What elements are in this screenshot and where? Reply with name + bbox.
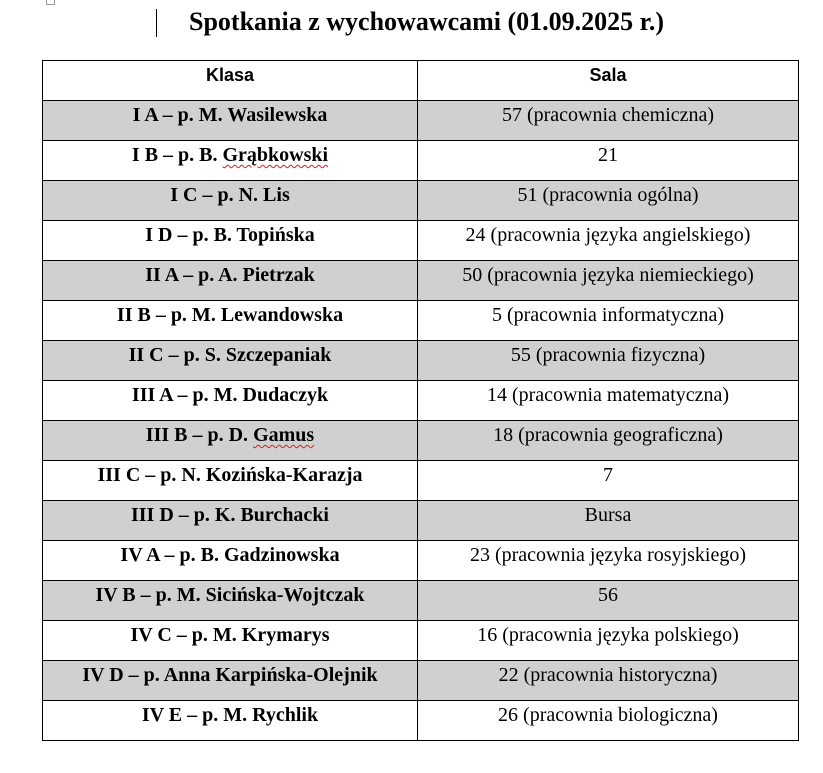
table-row xyxy=(43,381,799,421)
cell-klasa[interactable] xyxy=(43,421,418,461)
cell-sala[interactable]: 21 xyxy=(418,141,799,181)
table-row xyxy=(43,461,799,501)
table-row xyxy=(43,301,799,341)
header-sala[interactable]: Sala xyxy=(418,61,799,101)
cell-sala[interactable]: 18 (pracownia geograficzna) xyxy=(418,421,799,461)
meetings-table xyxy=(42,60,799,741)
document-title[interactable]: Spotkania z wychowawcami (01.09.2025 r.) xyxy=(189,7,664,36)
cell-klasa[interactable]: II C – p. S. Szczepaniak xyxy=(43,341,418,381)
table-row xyxy=(43,501,799,541)
cell-sala[interactable]: 24 (pracownia języka angielskiego) xyxy=(418,221,799,261)
cell-klasa[interactable]: I D – p. B. Topińska xyxy=(43,221,418,261)
cell-sala[interactable]: 22 (pracownia historyczna) xyxy=(418,661,799,701)
cell-klasa-text: III B – p. D. xyxy=(145,424,254,446)
cell-klasa[interactable]: III A – p. M. Dudaczyk xyxy=(43,381,418,421)
cell-klasa[interactable]: I C – p. N. Lis xyxy=(43,181,418,221)
cell-klasa[interactable]: IV A – p. B. Gadzinowska xyxy=(43,541,418,581)
cell-sala[interactable]: 56 xyxy=(418,581,799,621)
cell-sala[interactable]: 7 xyxy=(418,461,799,501)
cell-sala[interactable]: 14 (pracownia matematyczna) xyxy=(418,381,799,421)
table-row xyxy=(43,541,799,581)
cell-klasa[interactable] xyxy=(43,141,418,181)
cell-klasa[interactable]: IV E – p. M. Rychlik xyxy=(43,701,418,741)
table-row xyxy=(43,661,799,701)
table-row xyxy=(43,181,799,221)
table-row xyxy=(43,421,799,461)
cell-klasa-text: I B – p. B. xyxy=(131,144,223,166)
table-row xyxy=(43,101,799,141)
cell-klasa[interactable]: III D – p. K. Burchacki xyxy=(43,501,418,541)
table-row xyxy=(43,221,799,261)
table-row xyxy=(43,261,799,301)
cell-sala[interactable]: 51 (pracownia ogólna) xyxy=(418,181,799,221)
cell-sala[interactable]: 50 (pracownia języka niemieckiego) xyxy=(418,261,799,301)
table-row xyxy=(43,581,799,621)
cell-klasa[interactable]: I A – p. M. Wasilewska xyxy=(43,101,418,141)
table-row xyxy=(43,701,799,741)
cell-sala[interactable]: 26 (pracownia biologiczna) xyxy=(418,701,799,741)
header-klasa[interactable]: Klasa xyxy=(43,61,418,101)
cell-klasa[interactable]: IV B – p. M. Sicińska-Wojtczak xyxy=(43,581,418,621)
spellcheck-flagged-word[interactable]: Gamus xyxy=(253,424,315,446)
cell-klasa[interactable]: II A – p. A. Pietrzak xyxy=(43,261,418,301)
table-header-row xyxy=(43,61,799,101)
table-row xyxy=(43,341,799,381)
cell-sala[interactable]: 16 (pracownia języka polskiego) xyxy=(418,621,799,661)
table-row xyxy=(43,621,799,661)
cell-klasa[interactable]: III C – p. N. Kozińska-Karazja xyxy=(43,461,418,501)
cell-sala[interactable]: 23 (pracownia języka rosyjskiego) xyxy=(418,541,799,581)
table-row xyxy=(43,141,799,181)
cell-sala[interactable]: 55 (pracownia fizyczna) xyxy=(418,341,799,381)
cell-klasa[interactable]: II B – p. M. Lewandowska xyxy=(43,301,418,341)
cell-sala[interactable]: Bursa xyxy=(418,501,799,541)
cell-sala[interactable]: 5 (pracownia informatyczna) xyxy=(418,301,799,341)
cell-klasa[interactable]: IV C – p. M. Krymarys xyxy=(43,621,418,661)
cell-klasa[interactable]: IV D – p. Anna Karpińska-Olejnik xyxy=(43,661,418,701)
spellcheck-flagged-word[interactable]: Grąbkowski xyxy=(222,144,329,166)
cell-sala[interactable]: 57 (pracownia chemiczna) xyxy=(418,101,799,141)
